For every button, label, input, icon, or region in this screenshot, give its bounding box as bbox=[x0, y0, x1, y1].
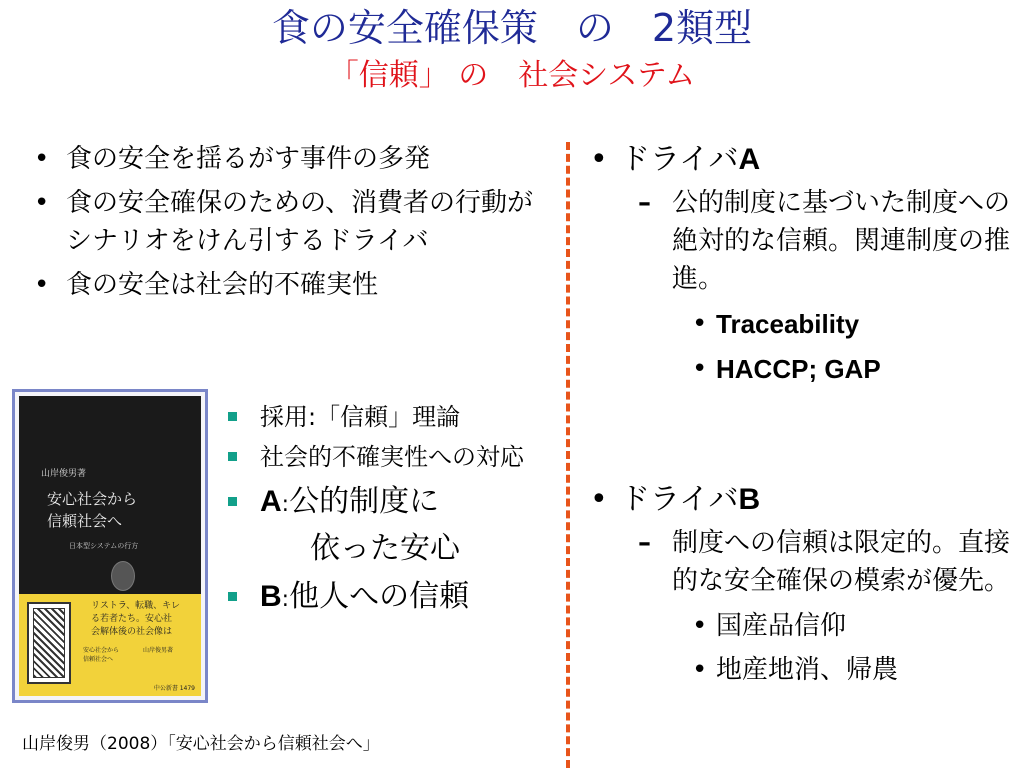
driver-label: ドライバ bbox=[620, 482, 739, 517]
list-item-text: HACCP; GAP bbox=[716, 354, 881, 384]
bullet-icon: • bbox=[34, 144, 50, 174]
key-label: B bbox=[260, 580, 282, 613]
driver-key: A bbox=[738, 143, 761, 176]
square-bullet-icon bbox=[228, 592, 237, 601]
description-text: 制度への信頼は限定的。直接的な安全確保の模索が優先。 bbox=[672, 528, 1011, 596]
book-band bbox=[19, 594, 201, 696]
theory-list bbox=[226, 400, 556, 626]
list-item-text: 食の安全は社会的不確実性 bbox=[66, 270, 379, 300]
list-item bbox=[226, 440, 556, 474]
publisher-logo-icon bbox=[27, 602, 71, 684]
driver-b-heading bbox=[588, 480, 1018, 520]
driver-a-heading bbox=[588, 140, 1018, 180]
list-item bbox=[30, 184, 550, 260]
list-item bbox=[226, 400, 556, 434]
driver-b-description bbox=[588, 524, 1018, 600]
square-bullet-icon bbox=[228, 497, 237, 506]
bullet-icon: • bbox=[34, 270, 50, 300]
bullet-icon: • bbox=[692, 309, 708, 339]
bullet-icon: • bbox=[590, 142, 608, 177]
bullet-icon: • bbox=[692, 354, 708, 384]
book-author: 山岸俊男著 bbox=[41, 469, 87, 479]
driver-b-items bbox=[588, 606, 1018, 690]
list-item bbox=[30, 266, 550, 304]
slide-title: 食の安全確保策 の 2類型 bbox=[271, 6, 753, 50]
book-band-text: リストラ、転職、キレ る若者たち。安心社 会解体後の社会像は bbox=[91, 601, 181, 637]
dash-icon: – bbox=[638, 528, 651, 558]
list-item-text: 食の安全確保のための、消費者の行動がシナリオをけん引するドライバ bbox=[66, 188, 533, 256]
list-item-text: 他人への信頼 bbox=[289, 579, 470, 614]
list-item bbox=[226, 575, 556, 622]
separator: : bbox=[281, 587, 290, 612]
list-item bbox=[588, 606, 1018, 646]
emblem-icon bbox=[111, 561, 135, 591]
book-cover-image bbox=[12, 389, 208, 703]
separator: : bbox=[281, 492, 290, 517]
bullet-icon: • bbox=[692, 655, 708, 685]
list-item bbox=[226, 480, 556, 571]
description-text: 公的制度に基づいた制度への絶対的な信頼。関連制度の推進。 bbox=[672, 188, 1011, 294]
driver-a-description bbox=[588, 184, 1018, 298]
list-item bbox=[588, 349, 1018, 390]
slide-subtitle: 「信頼」 の 社会システム bbox=[328, 58, 696, 93]
list-item-text: 食の安全を揺るがす事件の多発 bbox=[66, 144, 431, 174]
book-cover bbox=[19, 396, 201, 696]
list-item bbox=[588, 304, 1018, 345]
key-label: A bbox=[260, 485, 282, 518]
book-band-small: 安心社会から 山岸俊男著 信頼社会へ bbox=[83, 647, 174, 663]
square-bullet-icon bbox=[228, 412, 237, 421]
list-item-text: 採用:「信頼」理論 bbox=[260, 403, 461, 431]
bullet-icon: • bbox=[34, 188, 50, 218]
list-item-text: 公的制度に bbox=[289, 484, 440, 519]
book-series: 中公新書 1479 bbox=[153, 685, 195, 692]
book-subtitle: 日本型システムの行方 bbox=[69, 542, 139, 550]
driver-a-items bbox=[588, 304, 1018, 390]
driver-b-section bbox=[588, 480, 1018, 694]
list-item-text: 社会的不確実性への対応 bbox=[260, 443, 524, 471]
list-item-text: 国産品信仰 bbox=[716, 611, 847, 641]
source-caption: 山岸俊男（2008）「安心社会から信頼社会へ」 bbox=[22, 734, 380, 754]
list-item-text: Traceability bbox=[716, 309, 860, 339]
list-item bbox=[30, 140, 550, 178]
book-title: 安心社会から 信頼社会へ bbox=[47, 490, 138, 530]
list-item bbox=[588, 650, 1018, 690]
driver-label: ドライバ bbox=[620, 142, 739, 177]
list-item-text: 依った安心 bbox=[310, 531, 460, 566]
dash-icon: – bbox=[638, 188, 651, 218]
left-bullet-list bbox=[30, 140, 550, 310]
bullet-icon: • bbox=[692, 611, 708, 641]
dashed-divider bbox=[566, 142, 570, 768]
list-item-text: 地産地消、帰農 bbox=[716, 655, 899, 685]
driver-key: B bbox=[738, 483, 761, 516]
driver-a-section bbox=[588, 140, 1018, 394]
bullet-icon: • bbox=[590, 482, 608, 517]
square-bullet-icon bbox=[228, 452, 237, 461]
